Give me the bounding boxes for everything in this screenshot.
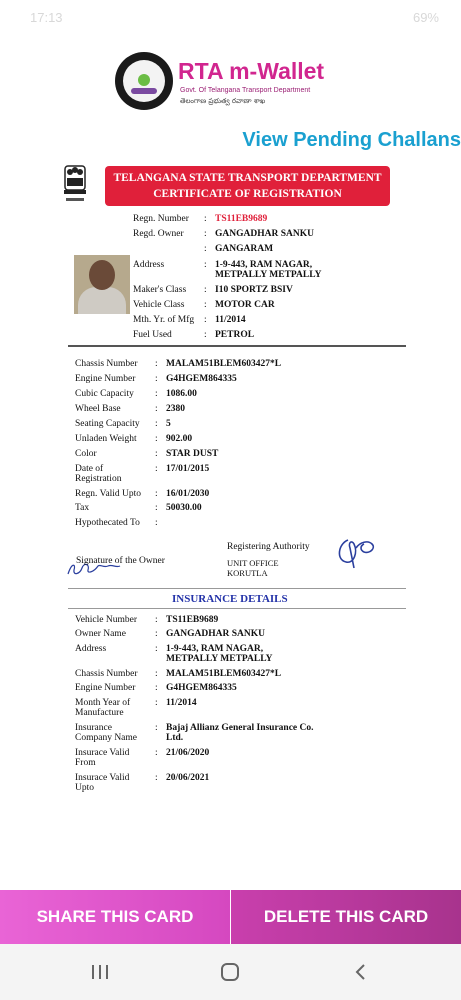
certificate-title: CERTIFICATE OF REGISTRATION bbox=[153, 188, 342, 200]
field-colon: : bbox=[155, 449, 158, 459]
field-value: TS11EB9689 bbox=[166, 615, 219, 625]
field-value-line2: Ltd. bbox=[166, 733, 184, 743]
field-label: Maker's Class bbox=[133, 285, 187, 295]
field-label: Regn. Valid Upto bbox=[75, 489, 142, 499]
field-value: 20/06/2021 bbox=[166, 773, 210, 783]
delete-card-button[interactable]: DELETE THIS CARD bbox=[231, 890, 461, 944]
field-value: GANGADHAR SANKU bbox=[166, 629, 265, 639]
app-header bbox=[0, 36, 461, 154]
field-colon: : bbox=[204, 300, 207, 310]
field-value: TS11EB9689 bbox=[215, 214, 268, 224]
system-nav-bar bbox=[0, 944, 461, 1000]
field-colon: : bbox=[155, 503, 158, 513]
registering-authority-label: Registering Authority bbox=[227, 542, 310, 552]
authority-signature-icon bbox=[334, 534, 378, 570]
field-colon: : bbox=[155, 419, 158, 429]
field-value-line2: METPALLY METPALLY bbox=[166, 654, 273, 664]
field-colon: : bbox=[155, 489, 158, 499]
field-value: G4HGEM864335 bbox=[166, 374, 237, 384]
field-colon: : bbox=[155, 669, 158, 679]
field-colon: : bbox=[155, 434, 158, 444]
field-colon: : bbox=[155, 748, 158, 758]
field-value: 2380 bbox=[166, 404, 185, 414]
status-time: 17:13 bbox=[30, 10, 63, 25]
field-colon: : bbox=[204, 214, 207, 224]
field-colon: : bbox=[155, 629, 158, 639]
unit-office-label: UNIT OFFICE bbox=[227, 558, 279, 568]
status-battery: 69% bbox=[412, 10, 439, 25]
field-colon: : bbox=[204, 285, 207, 295]
field-value: 902.00 bbox=[166, 434, 193, 444]
field-label: Month Year of bbox=[75, 698, 131, 708]
app-subtitle-telugu: తెలంగాణ ప్రభుత్వ రవాణా శాఖ bbox=[180, 97, 266, 105]
field-label-line2: Company Name bbox=[75, 733, 138, 743]
field-label: Date of bbox=[75, 464, 104, 474]
field-value: 17/01/2015 bbox=[166, 464, 210, 474]
field-value: 11/2014 bbox=[166, 698, 197, 708]
field-value: PETROL bbox=[215, 330, 255, 340]
field-value: STAR DUST bbox=[166, 449, 219, 459]
field-label: Address bbox=[133, 260, 165, 270]
field-label: Insurance bbox=[75, 723, 112, 733]
field-label: Chassis Number bbox=[75, 669, 138, 679]
field-label: Insurace Valid bbox=[75, 773, 130, 783]
field-label: Mth. Yr. of Mfg bbox=[133, 315, 195, 325]
field-label: Wheel Base bbox=[75, 404, 121, 414]
field-label: Cubic Capacity bbox=[75, 389, 134, 399]
field-colon: : bbox=[204, 229, 207, 239]
field-label: Hypothecated To bbox=[75, 518, 140, 528]
field-label: Insurace Valid bbox=[75, 748, 130, 758]
field-value: 1-9-443, RAM NAGAR, bbox=[166, 644, 264, 654]
registration-certificate bbox=[0, 154, 461, 890]
recent-apps-icon[interactable] bbox=[80, 956, 120, 988]
field-label: Tax bbox=[75, 503, 90, 513]
field-value: 11/2014 bbox=[215, 315, 246, 325]
field-label-line2: Registration bbox=[75, 474, 122, 484]
unit-place-label: KORUTLA bbox=[227, 568, 268, 578]
field-colon: : bbox=[155, 615, 158, 625]
field-label: Vehicle Number bbox=[75, 615, 137, 625]
home-icon[interactable] bbox=[210, 956, 250, 988]
field-colon: : bbox=[155, 359, 158, 369]
field-value: G4HGEM864335 bbox=[166, 683, 237, 693]
field-label: Seating Capacity bbox=[75, 419, 140, 429]
divider bbox=[68, 588, 406, 589]
field-value: 5 bbox=[166, 419, 171, 429]
field-label: Vehicle Class bbox=[133, 300, 185, 310]
field-label: Chassis Number bbox=[75, 359, 138, 369]
field-value: GANGADHAR SANKU bbox=[215, 229, 314, 239]
field-colon: : bbox=[204, 315, 207, 325]
field-label-line2: From bbox=[75, 758, 96, 768]
field-colon: : bbox=[204, 330, 207, 340]
field-value: I10 SPORTZ BSIV bbox=[215, 285, 293, 295]
field-label: Regd. Owner bbox=[133, 229, 184, 239]
divider bbox=[68, 608, 406, 609]
back-icon[interactable] bbox=[340, 956, 380, 988]
view-pending-challans-link[interactable]: View Pending Challans bbox=[242, 129, 461, 151]
field-label: Fuel Used bbox=[133, 330, 172, 340]
status-bar bbox=[0, 0, 461, 36]
app-subtitle: Govt. Of Telangana Transport Department bbox=[180, 87, 311, 94]
owner-photo bbox=[74, 255, 130, 314]
field-colon: : bbox=[155, 698, 158, 708]
field-value: Bajaj Allianz General Insurance Co. bbox=[166, 723, 314, 733]
share-card-button[interactable]: SHARE THIS CARD bbox=[0, 890, 230, 944]
field-colon: : bbox=[155, 683, 158, 693]
signature-owner-label: Signature of the Owner bbox=[76, 556, 165, 566]
department-name: TELANGANA STATE TRANSPORT DEPARTMENT bbox=[113, 172, 382, 184]
field-value: 16/01/2030 bbox=[166, 489, 210, 499]
field-value: MALAM51BLEM603427*L bbox=[166, 669, 282, 679]
field-value: 1086.00 bbox=[166, 389, 197, 399]
field-value: MALAM51BLEM603427*L bbox=[166, 359, 282, 369]
field-colon: : bbox=[155, 389, 158, 399]
field-value: 1-9-443, RAM NAGAR, bbox=[215, 260, 313, 270]
field-colon: : bbox=[155, 404, 158, 414]
field-label-line2: Manufacture bbox=[75, 708, 124, 718]
field-label: Engine Number bbox=[75, 683, 136, 693]
field-label: Regn. Number bbox=[133, 214, 189, 224]
field-colon: : bbox=[155, 644, 158, 654]
field-value-line2: METPALLY METPALLY bbox=[215, 270, 322, 280]
field-colon: : bbox=[155, 518, 158, 528]
field-value: MOTOR CAR bbox=[215, 300, 275, 310]
field-label: Engine Number bbox=[75, 374, 136, 384]
field-colon: : bbox=[155, 374, 158, 384]
field-colon: : bbox=[155, 723, 158, 733]
insurance-title: INSURANCE DETAILS bbox=[172, 593, 288, 605]
telangana-emblem-icon bbox=[115, 52, 173, 110]
field-label: Color bbox=[75, 449, 97, 459]
ashoka-emblem-icon bbox=[60, 162, 90, 206]
field-value: GANGARAM bbox=[215, 244, 274, 254]
field-colon: : bbox=[155, 773, 158, 783]
divider bbox=[68, 345, 406, 347]
field-value: 21/06/2020 bbox=[166, 748, 210, 758]
field-label-line2: Upto bbox=[75, 783, 94, 793]
field-colon: : bbox=[204, 244, 207, 254]
app-title: RTA m-Wallet bbox=[178, 58, 325, 84]
field-colon: : bbox=[204, 260, 207, 270]
field-label: Unladen Weight bbox=[75, 434, 137, 444]
field-value: 50030.00 bbox=[166, 503, 202, 513]
field-label: Address bbox=[75, 644, 107, 654]
field-label: Owner Name bbox=[75, 629, 126, 639]
field-colon: : bbox=[155, 464, 158, 474]
department-banner bbox=[105, 166, 390, 206]
